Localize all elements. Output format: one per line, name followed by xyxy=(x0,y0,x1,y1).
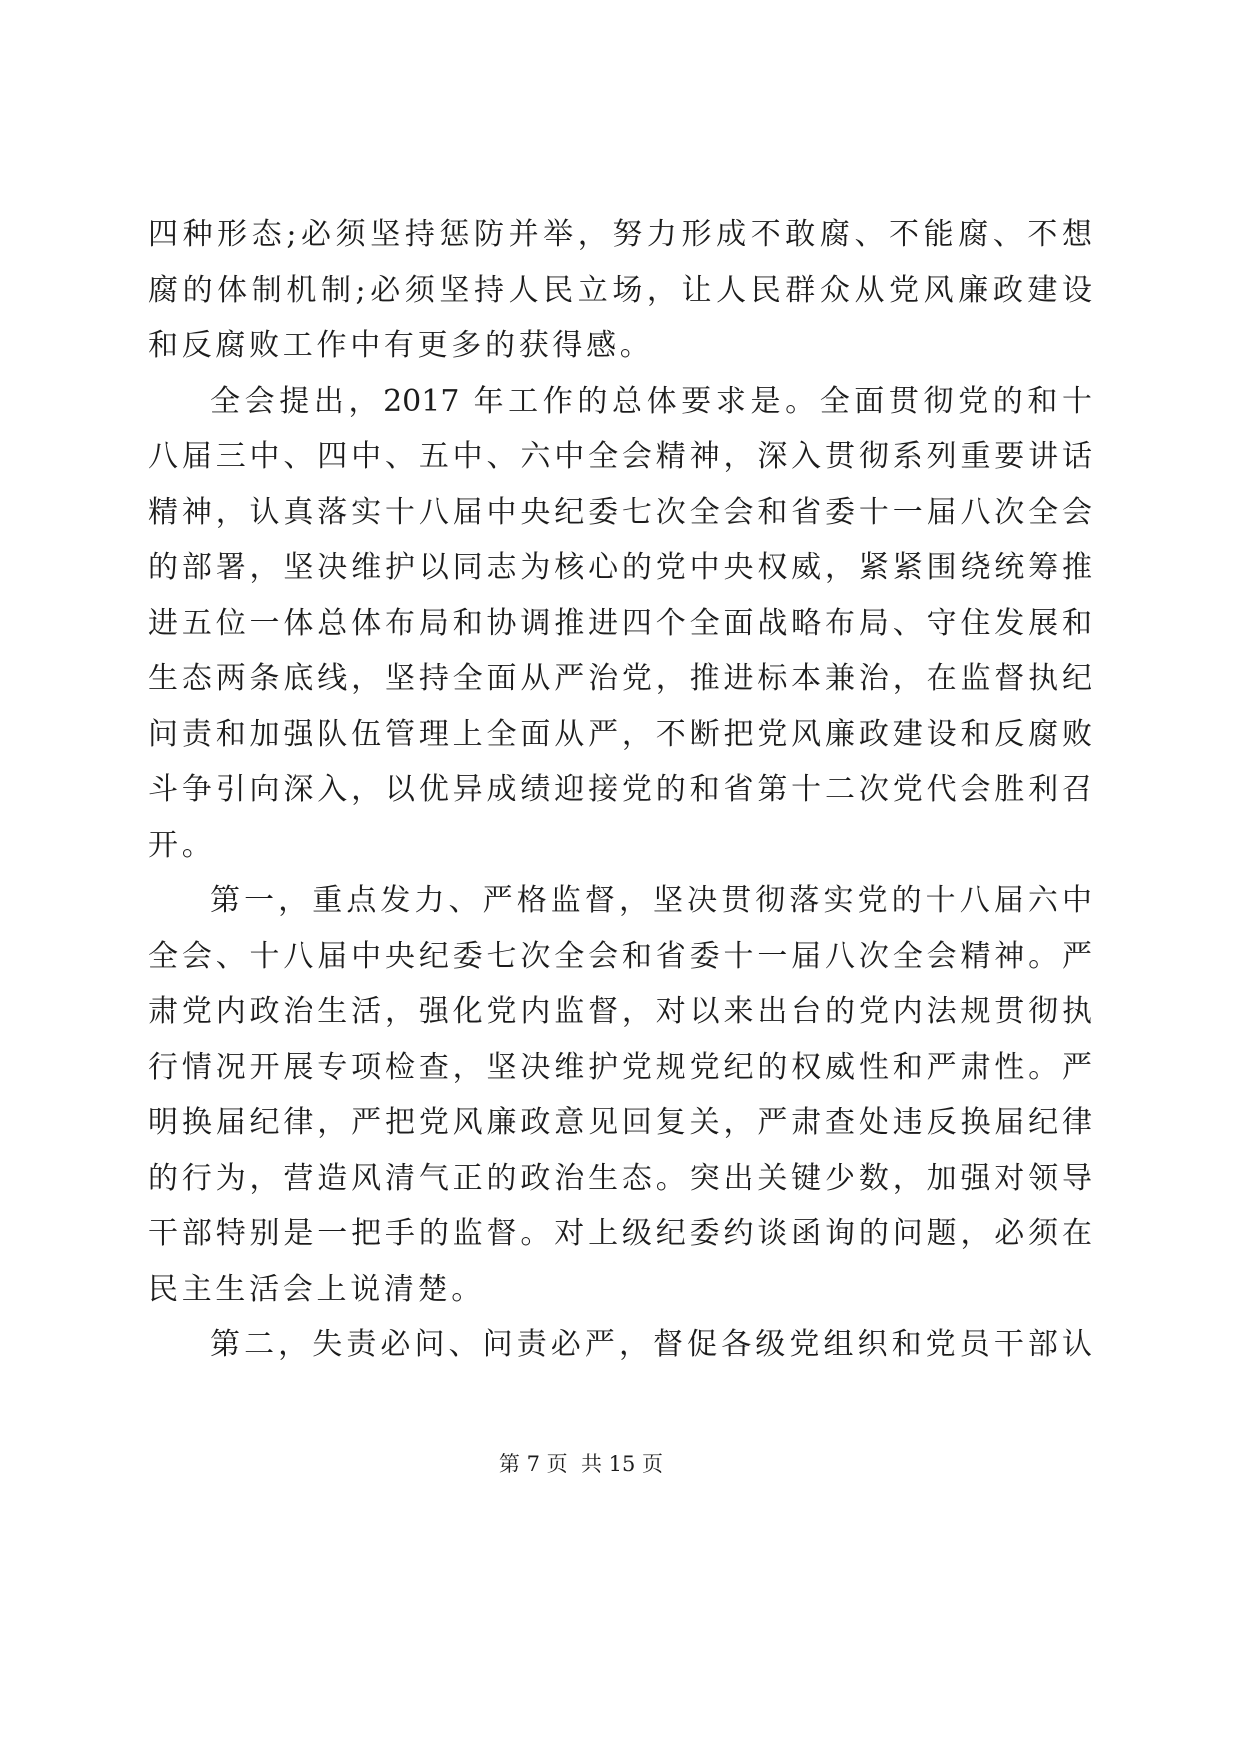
paragraph xyxy=(148,873,1092,1317)
text-line: 第二，失责必问、问责必严，督促各级党组织和党员干部认 xyxy=(210,1327,1092,1362)
paragraph xyxy=(148,374,1092,874)
paragraph xyxy=(148,1317,1092,1373)
text-line: 和反腐败工作中有更多的获得感。 xyxy=(148,328,654,363)
text-line: 开。 xyxy=(148,827,216,863)
text-line: 的部署，坚决维护以同志为核心的党中央权威，紧紧围绕统筹推 xyxy=(148,550,1092,585)
text-line: 斗争引向深入，以优异成绩迎接党的和省第十二次党代会胜利召 xyxy=(148,772,1092,807)
text-line: 腐的体制机制;必须坚持人民立场，让人民群众从党风廉政建设 xyxy=(148,272,1092,308)
text-line: 八届三中、四中、五中、六中全会精神，深入贯彻系列重要讲话 xyxy=(148,439,1092,474)
text-line: 问责和加强队伍管理上全面从严，不断把党风廉政建设和反腐败 xyxy=(148,716,1092,752)
text-line: 民主生活会上说清楚。 xyxy=(148,1271,485,1307)
text-line: 行情况开展专项检查，坚决维护党规党纪的权威性和严肃性。严 xyxy=(148,1049,1092,1085)
body-text xyxy=(148,207,1092,1373)
text-line: 第一，重点发力、严格监督，坚决贯彻落实党的十八届六中 xyxy=(210,883,1092,918)
text-line: 全会提出，2017 年工作的总体要求是。全面贯彻党的和十 xyxy=(210,383,1092,419)
text-line: 进五位一体总体布局和协调推进四个全面战略布局、守住发展和 xyxy=(148,605,1092,641)
text-line: 干部特别是一把手的监督。对上级纪委约谈函询的问题，必须在 xyxy=(148,1216,1092,1251)
page-number-footer: 第 7 页 共 15 页 xyxy=(498,1452,664,1476)
text-line: 生态两条底线，坚持全面从严治党，推进标本兼治，在监督执纪 xyxy=(148,661,1092,696)
text-line: 的行为，营造风清气正的政治生态。突出关键少数，加强对领导 xyxy=(148,1160,1092,1196)
paragraph xyxy=(148,207,1092,374)
text-line: 全会、十八届中央纪委七次全会和省委十一届八次全会精神。严 xyxy=(148,938,1092,974)
text-line: 明换届纪律，严把党风廉政意见回复关，严肃查处违反换届纪律 xyxy=(148,1105,1092,1140)
text-line: 四种形态;必须坚持惩防并举，努力形成不敢腐、不能腐、不想 xyxy=(148,217,1092,252)
text-line: 精神，认真落实十八届中央纪委七次全会和省委十一届八次全会 xyxy=(148,494,1092,530)
text-line: 肃党内政治生活，强化党内监督，对以来出台的党内法规贯彻执 xyxy=(148,994,1092,1029)
